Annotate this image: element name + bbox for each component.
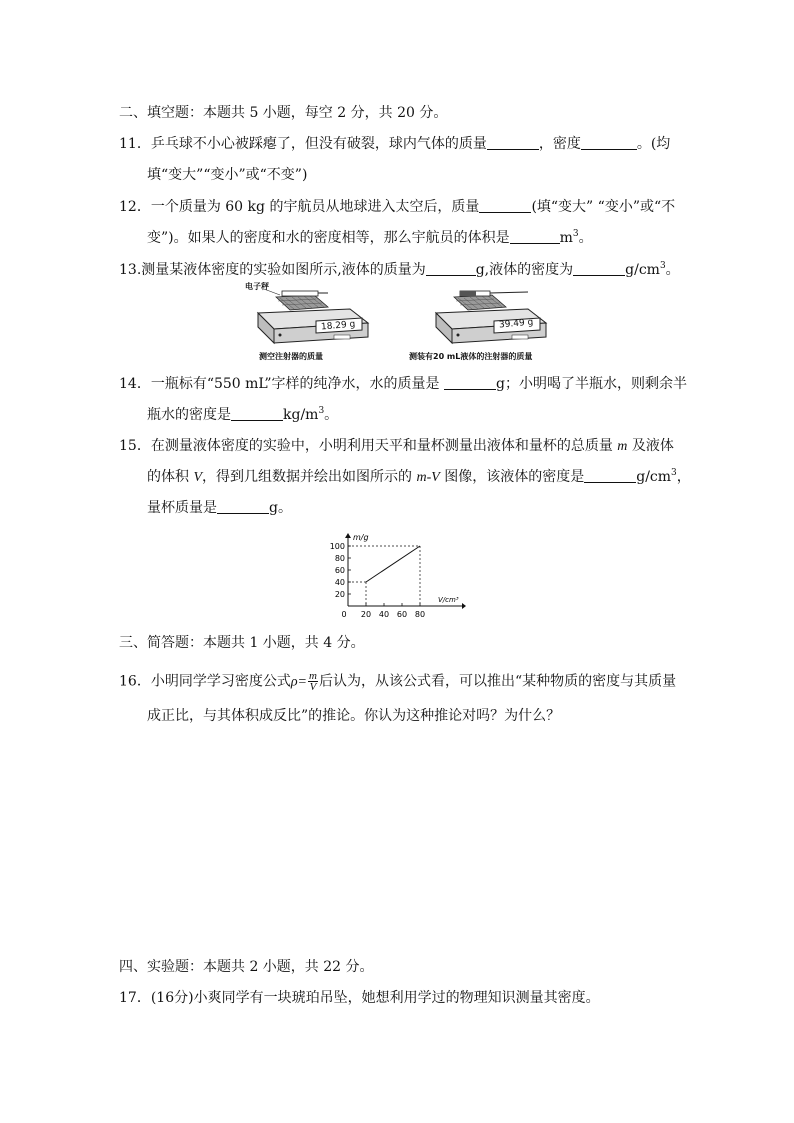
q15-comma: ，: [676, 469, 691, 485]
electronic-scale-filled-syringe-illustration: [428, 283, 550, 349]
q14-blank-density[interactable]: [231, 407, 283, 421]
y-tick-label: 20: [334, 590, 345, 599]
q12-number: 12．: [119, 199, 151, 215]
x-axis-arrow: [462, 603, 466, 609]
question-15-line-2: [147, 468, 691, 487]
y-tick-label: 100: [329, 542, 345, 551]
q15-mv-symbol: m-V: [416, 470, 440, 485]
x-tick-label: 20: [360, 610, 372, 619]
q12-blank-volume[interactable]: [510, 230, 560, 244]
x-tick-label: 80: [414, 610, 426, 619]
question-17-line-1: [119, 989, 600, 1007]
q11-blank-mass[interactable]: [487, 136, 539, 150]
q16-text-2: 后认为，从该公式看，可以推出“某种物质的密度与其质量: [318, 673, 677, 690]
q11-text-2: ，密度: [538, 136, 581, 152]
x-tick-label: 40: [378, 610, 390, 619]
q15-m-symbol: m: [617, 439, 628, 454]
q14-unit: kg/m: [283, 407, 319, 423]
q13-end: 。: [665, 262, 680, 278]
y-axis-label: m/g: [353, 533, 369, 542]
q11-text-3: 。(均: [636, 136, 671, 152]
m-v-graph: [326, 530, 466, 622]
x-tick-label: 60: [396, 610, 408, 619]
question-11-line-1: [119, 135, 670, 153]
q15-text-6: 量杯质量是: [147, 500, 217, 516]
q14-text-1: 一瓶标有“550 mL”字样的纯净水，水的质量是: [150, 376, 440, 392]
y-tick-label: 40: [334, 578, 345, 587]
question-15-line-3: [147, 499, 292, 517]
q16-rho: ρ=: [290, 674, 307, 690]
question-14-line-1: [119, 375, 687, 393]
q15-blank-cup-mass[interactable]: [217, 500, 269, 514]
q13-text-1: 测量某液体密度的实验如图所示,液体的质量为: [141, 262, 426, 278]
q15-number: 15．: [119, 438, 151, 454]
q15-text-2: 及液体: [631, 438, 674, 454]
q11-number: 11．: [119, 136, 151, 152]
x-tick-label: 0: [341, 610, 347, 619]
q15-blank-density[interactable]: [584, 469, 636, 483]
scale-reading-left: 18.29 g: [320, 319, 356, 333]
q15-unit: g/cm: [636, 469, 672, 485]
q17-text: (16分)小爽同学有一块琥珀吊坠，她想利用学过的物理知识测量其密度。: [150, 990, 600, 1006]
question-16-line-2: 成正比，与其体积成反比”的推论。你认为这种推论对吗？为什么？: [147, 708, 561, 724]
q13-unit-sup: 3: [659, 261, 666, 271]
figure-caption-left: 测空注射器的质量: [259, 352, 323, 361]
q15-text-4: ，得到几组数据并绘出如图所示的: [202, 469, 413, 485]
q14-end: 。: [324, 407, 339, 423]
q12-blank-mass[interactable]: [479, 199, 531, 213]
scale-label: 电子秤: [245, 282, 269, 291]
q12-text-1: 一个质量为 60 kg 的宇航员从地球进入太空后，质量: [150, 199, 480, 215]
y-axis-arrow: [345, 533, 351, 538]
q13-text-2: g,液体的密度为: [475, 262, 574, 278]
q14-unit-sup: 3: [318, 406, 325, 416]
figure-caption-right: 测装有20 mL液体的注射器的质量: [409, 352, 533, 361]
question-11-line-2: 填“变大”“变小”或“不变”): [147, 167, 308, 183]
y-tick-label: 80: [334, 554, 345, 563]
q13-unit: g/cm: [625, 262, 660, 278]
q16-number: 16．: [119, 673, 151, 690]
y-tick-label: 60: [334, 566, 345, 575]
q14-text-2: g；小明喝了半瓶水，则剩余半: [495, 376, 687, 392]
q15-text-7: g。: [269, 500, 292, 516]
q14-number: 14．: [119, 376, 151, 392]
q12-text-2: (填“变大” “变小”或“不: [531, 199, 676, 215]
fraction-denominator: V: [309, 681, 317, 693]
q13-blank-density[interactable]: [573, 262, 625, 276]
scale-reading-right: 39.49 g: [498, 317, 534, 331]
q12-end: 。: [578, 230, 593, 246]
question-13-line-1: [119, 261, 680, 279]
q15-text-3: 的体积: [147, 469, 189, 485]
section-2-heading: 二、填空题：本题共 5 小题，每空 2 分，共 20 分。: [119, 105, 448, 121]
q16-text-1: 小明同学学习密度公式: [150, 673, 291, 690]
q13-blank-mass[interactable]: [426, 262, 476, 276]
section-3-heading: 三、简答题：本题共 1 小题，共 4 分。: [119, 635, 365, 651]
q11-text-1: 乒乓球不小心被踩瘪了，但没有破裂，球内气体的质量: [150, 136, 487, 152]
question-16-line-1: [119, 671, 676, 692]
data-line-segment: [366, 546, 420, 582]
q14-blank-mass[interactable]: [444, 376, 496, 390]
q12-unit: m: [559, 230, 573, 246]
question-14-line-2: [147, 406, 338, 424]
density-formula-fraction: [308, 671, 318, 692]
q12-unit-sup: 3: [572, 229, 579, 239]
question-12-line-1: [119, 198, 675, 216]
fraction-numerator: m: [309, 670, 317, 682]
q15-unit-sup: 3: [671, 468, 677, 478]
q11-blank-density[interactable]: [581, 136, 637, 150]
q12-text-3: 变”)。如果人的密度和水的密度相等，那么宇航员的体积是: [147, 230, 510, 246]
question-15-line-1: [119, 437, 674, 456]
q14-text-3: 瓶水的密度是: [147, 407, 231, 423]
q15-text-5: 图像，该液体的密度是: [444, 469, 585, 485]
q13-number: 13.: [119, 262, 142, 278]
section-4-heading: 四、实验题：本题共 2 小题，共 22 分。: [119, 959, 374, 975]
electronic-scale-empty-syringe-illustration: [250, 283, 372, 349]
x-axis-label: V/cm³: [438, 596, 459, 604]
q17-number: 17．: [119, 990, 151, 1006]
question-12-line-2: [147, 229, 593, 247]
q15-text-1: 在测量液体密度的实验中，小明利用天平和量杯测量出液体和量杯的总质量: [150, 438, 613, 454]
q15-v-symbol: V: [193, 470, 203, 485]
